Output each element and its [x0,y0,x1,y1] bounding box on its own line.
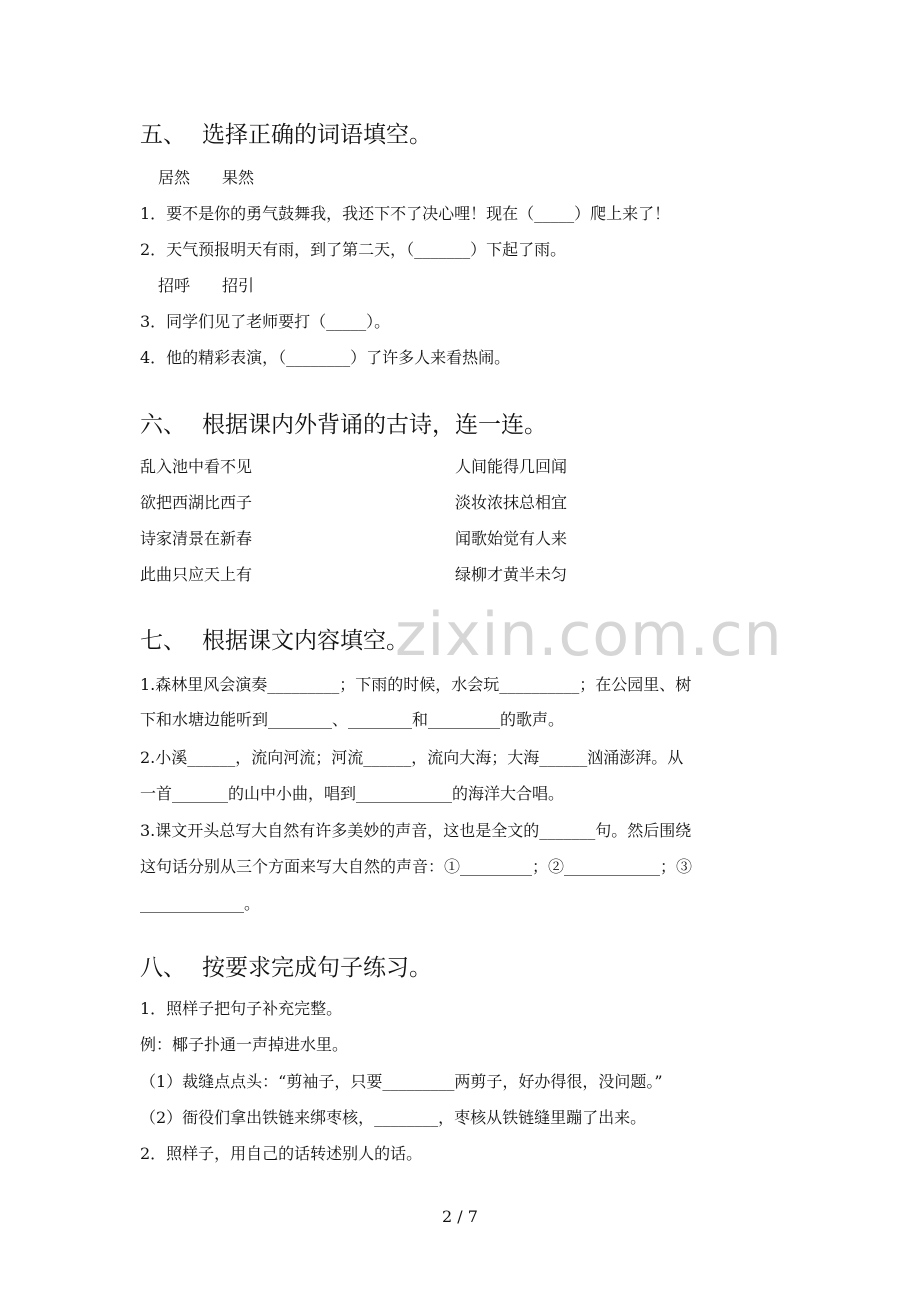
poem-line-left: 此曲只应天上有 [140,565,253,584]
section-number: 五、 [140,122,186,148]
section-title: 按要求完成句子练习。 [202,955,432,981]
section-title: 选择正确的词语填空。 [202,122,432,148]
exercise-line: 例：椰子扑通一声掉进水里。 [140,1035,349,1054]
exercise-line: 1．照样子把句子补充完整。 [140,999,343,1018]
page-number: 2 / 7 [442,1207,478,1226]
section-number: 八、 [140,955,186,981]
section-number: 六、 [140,412,186,438]
fill-line: 一首_______的山中小曲，唱到____________的海洋大合唱。 [140,784,565,803]
question-2: 2．天气预报明天有雨，到了第二天，（_______）下起了雨。 [140,240,567,259]
section-title: 根据课文内容填空。 [202,628,409,654]
poem-line-right: 闻歌始觉有人来 [455,529,568,548]
section-5-heading [140,120,432,150]
question-1: 1．要不是你的勇气鼓舞我，我还下不了决心哩！现在（_____）爬上来了！ [140,204,671,223]
fill-line: 2.小溪______，流向河流；河流______，流向大海；大海______汹涌澎湃。从 [140,748,684,767]
fill-line: 3.课文开头总写大自然有许多美妙的声音，这也是全文的_______句。然后围绕 [140,821,692,840]
watermark: zixin.com.cn [395,600,783,670]
fill-line: 下和水塘边能听到________、________和_________的歌声。 [140,710,565,729]
exercise-line: （1）裁缝点点头：“剪袖子，只要_________两剪子，好办得很，没问题。” [140,1072,663,1091]
question-3: 3．同学们见了老师要打（_____）。 [140,312,391,331]
exercise-line: 2．照样子，用自己的话转述别人的话。 [140,1144,423,1163]
exercise-line: （2）衙役们拿出铁链来绑枣核，________，枣核从铁链缝里蹦了出来。 [140,1108,647,1127]
section-8-heading [140,953,432,983]
section-title: 根据课内外背诵的古诗，连一连。 [202,412,547,438]
question-4: 4．他的精彩表演，（________）了许多人来看热闹。 [140,348,511,367]
poem-line-right: 人间能得几回闻 [455,457,568,476]
poem-line-right: 淡妆浓抹总相宜 [455,493,568,512]
poem-line-right: 绿柳才黄半未匀 [455,565,568,584]
section-number: 七、 [140,628,186,654]
fill-line: 这句话分别从三个方面来写大自然的声音：①_________；②____________；③ [140,857,693,876]
word-choices-2: 招呼 招引 [158,276,255,295]
poem-line-left: 诗家清景在新春 [140,529,253,548]
fill-line: _____________。 [140,894,261,913]
fill-line: 1.森林里风会演奏_________；下雨的时候，水会玩__________；在公园里、树 [140,675,692,694]
word-choices-1: 居然 果然 [158,168,255,187]
section-6-heading [140,410,547,440]
poem-line-left: 欲把西湖比西子 [140,493,253,512]
poem-line-left: 乱入池中看不见 [140,457,253,476]
section-7-heading [140,626,409,656]
